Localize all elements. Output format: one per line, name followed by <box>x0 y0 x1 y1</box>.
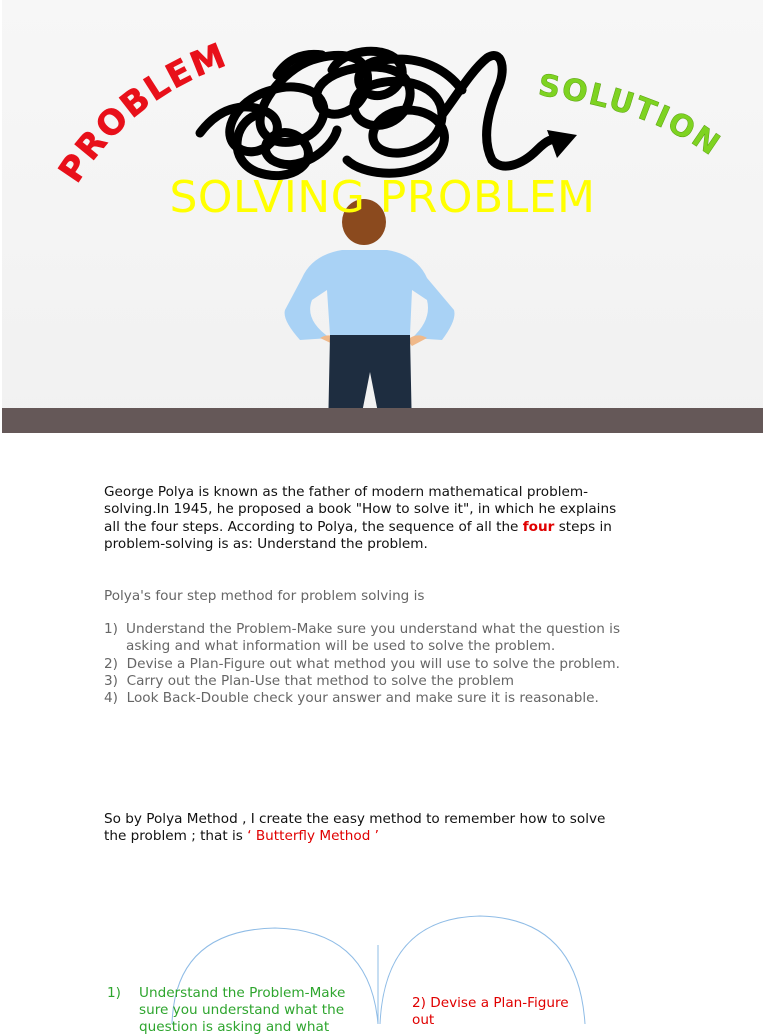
banner-illustration <box>2 0 763 433</box>
step-number: 4) <box>104 690 118 707</box>
word-solution: SOLUTION <box>536 68 728 164</box>
list-item <box>104 621 624 656</box>
butterfly-method-name: ‘ Butterfly Method ’ <box>247 828 379 845</box>
steps-list <box>104 621 624 707</box>
diagram-step-1-text: Understand the Problem-Make sure you understand what the question is asking and what <box>139 985 346 1035</box>
diagram-step-1-number: 1) <box>107 985 121 1001</box>
person-icon <box>285 199 455 433</box>
butterfly-paragraph <box>104 811 624 846</box>
diagram-step-2: 2) Devise a Plan-Figure out <box>412 995 569 1028</box>
step-number: 3) <box>104 672 118 689</box>
step-text: Look Back-Double check your answer and make sure it is reasonable. <box>126 690 599 707</box>
step-text: Devise a Plan-Figure out what method you will use to solve the problem. <box>126 655 620 672</box>
floor-strip <box>2 408 763 433</box>
step-text: Understand the Problem-Make sure you understand what the question is asking and what information will be used to solve the problem. <box>126 621 621 655</box>
butterfly-text: So by Polya Method , I create the easy method to remember how to solve the problem ; that is <box>104 811 606 845</box>
intro-paragraph <box>104 484 624 553</box>
banner-title: SOLVING PROBLEM <box>169 172 596 223</box>
list-item <box>104 673 624 690</box>
list-item <box>104 656 624 673</box>
step-text: Carry out the Plan-Use that method to solve the problem <box>126 672 514 689</box>
word-problem: PROBLEM <box>51 35 233 190</box>
list-item <box>104 690 624 707</box>
tangled-path-icon <box>200 51 560 175</box>
intro-text-2: steps in problem-solving is as: Understand the problem. <box>104 518 612 552</box>
method-heading: Polya's four step method for problem solving is <box>104 588 425 604</box>
intro-highlight: four <box>522 518 555 535</box>
step-number: 1) <box>104 621 118 637</box>
diagram-step-1 <box>107 985 377 1036</box>
step-number: 2) <box>104 655 118 672</box>
intro-text-1: George Polya is known as the father of modern mathematical problem-solving.In 1945, he proposed a book "How to solve it", in which he explains all the four steps. According to Polya, the sequence of all the <box>104 484 617 535</box>
